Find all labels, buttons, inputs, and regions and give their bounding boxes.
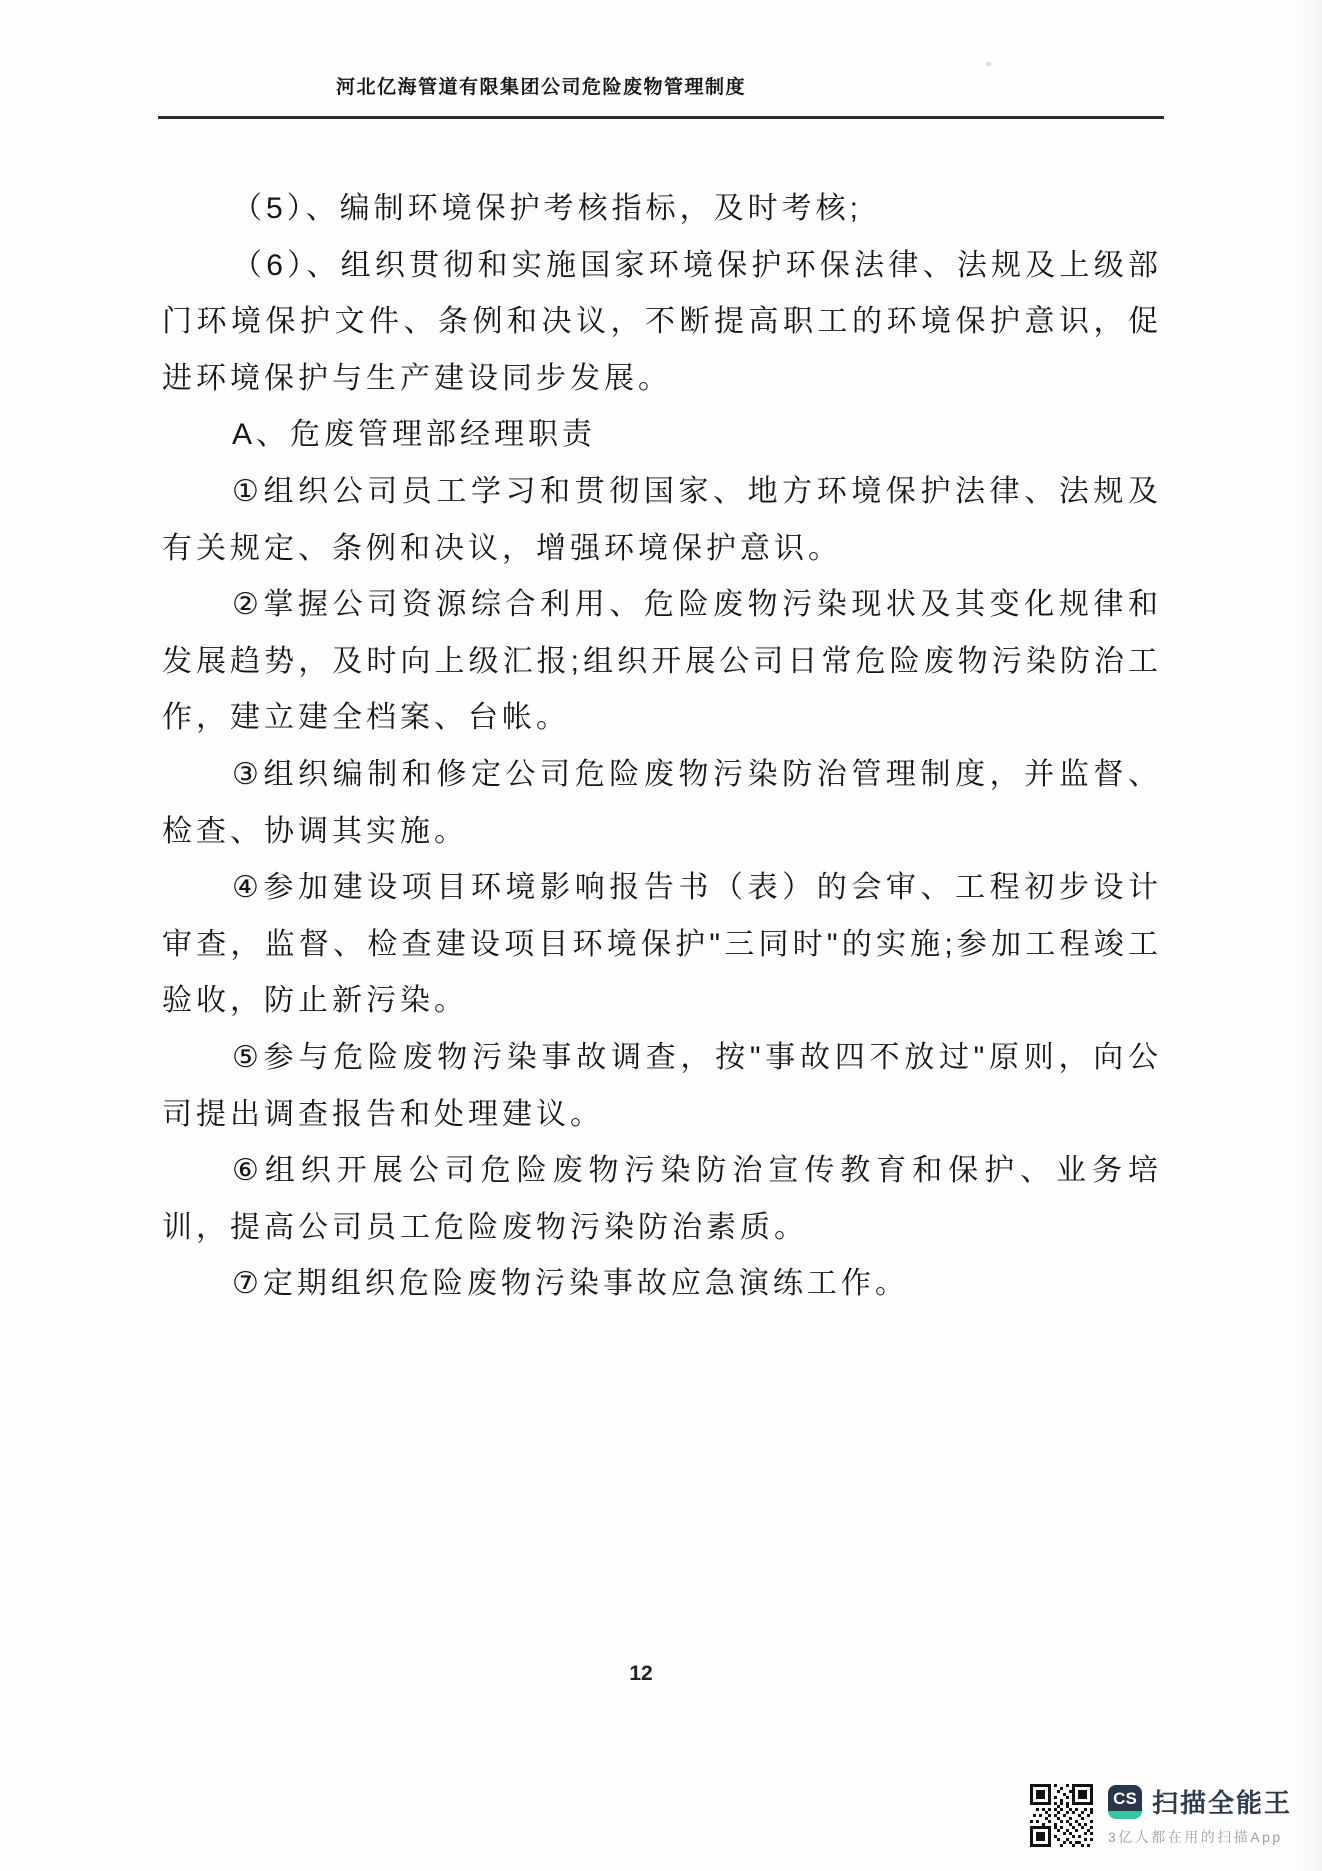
document-header-title: 河北亿海管道有限集团公司危险废物管理制度 [335, 77, 746, 98]
document-body [162, 181, 1162, 1313]
body-paragraph: （5）、编制环境保护考核指标，及时考核; [232, 192, 863, 225]
scan-speck [986, 62, 991, 66]
scanner-app-name: 扫描全能王 [1151, 1788, 1292, 1818]
header-divider-line [158, 116, 1164, 119]
camscanner-logo-icon: CS [1108, 1785, 1142, 1819]
body-paragraph: ⑤参与危险废物污染事故调查，按"事故四不放过"原则，向公司提出调查报告和处理建议。 [162, 1040, 1162, 1131]
body-paragraph: ③组织编制和修定公司危险废物污染防治管理制度，并监督、检查、协调其实施。 [162, 757, 1162, 848]
scanner-app-tagline: 3亿人都在用的扫描App [1107, 1829, 1283, 1845]
body-paragraph: ①组织公司员工学习和贯彻国家、地方环境保护法律、法规及有关规定、条例和决议，增强环境保护意识。 [162, 474, 1162, 565]
qr-code-icon [1030, 1784, 1093, 1847]
body-paragraph: ⑦定期组织危险废物污染事故应急演练工作。 [232, 1267, 909, 1301]
body-paragraph: （6）、组织贯彻和实施国家环境保护环保法律、法规及上级部门环境保护文件、条例和决议，不断提高职工的环境保护意识，促进环境保护与生产建设同步发展。 [162, 248, 1162, 395]
page-number: 12 [629, 1662, 653, 1685]
body-paragraph: ⑥组织开展公司危险废物污染防治宣传教育和保护、业务培训，提高公司员工危险废物污染防治素质。 [162, 1154, 1162, 1244]
body-paragraph: ②掌握公司资源综合利用、危险废物污染现状及其变化规律和发展趋势，及时向上级汇报;组织开展公司日常危险废物污染防治工作，建立建全档案、台帐。 [162, 588, 1162, 735]
body-paragraph: A、危废管理部经理职责 [232, 418, 597, 452]
scanner-app-watermark [1030, 1783, 1292, 1847]
body-paragraph: ④参加建设项目环境影响报告书（表）的会审、工程初步设计审查，监督、检查建设项目环境保护"三同时"的实施;参加工程竣工验收，防止新污染。 [162, 871, 1162, 1018]
